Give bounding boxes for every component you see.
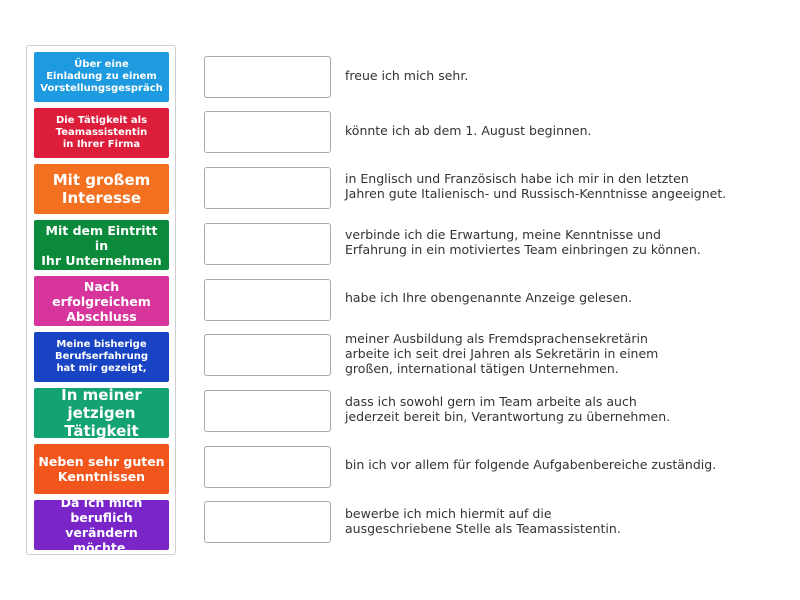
- sentence-ending-9: bewerbe ich mich hiermit auf die ausgeschriebene Stelle als Teamassistentin.: [345, 506, 621, 536]
- tile-label: Mit dem Eintritt in Ihr Unternehmen: [41, 222, 162, 268]
- tile-einladung[interactable]: [34, 52, 169, 102]
- drop-box-2[interactable]: [204, 111, 331, 153]
- sentence-ending-4: verbinde ich die Erwartung, meine Kenntnisse und Erfahrung in ein motiviertes Team einbringen zu können.: [345, 227, 701, 257]
- drop-box-5[interactable]: [204, 279, 331, 321]
- sentence-ending-7: dass ich sowohl gern im Team arbeite als auch jederzeit bereit bin, Verantwortung zu übernehmen.: [345, 394, 671, 424]
- tile-label: Meine bisherige Berufserfahrung hat mir gezeigt,: [54, 339, 149, 374]
- tile-label: Über eine Einladung zu einem Vorstellungsgespräch: [40, 59, 163, 94]
- tile-mit-grossem-interesse[interactable]: [34, 164, 169, 214]
- drop-box-1[interactable]: [204, 56, 331, 98]
- tile-mit-dem-eintritt[interactable]: [34, 220, 169, 270]
- tile-taetigkeit-teamassistentin[interactable]: [34, 108, 169, 158]
- drop-box-6[interactable]: [204, 334, 331, 376]
- tile-bisherige-berufserfahrung[interactable]: [34, 332, 169, 382]
- tile-label: Nach erfolgreichem Abschluss: [52, 278, 151, 324]
- drop-box-9[interactable]: [204, 501, 331, 543]
- sentence-ending-8: bin ich vor allem für folgende Aufgabenbereiche zuständig.: [345, 457, 717, 472]
- tile-label: Die Tätigkeit als Teamassistentin in Ihrer Firma: [55, 115, 148, 150]
- tile-label: Mit großem Interesse: [52, 171, 151, 207]
- drop-box-7[interactable]: [204, 390, 331, 432]
- tile-panel: [26, 45, 176, 555]
- tile-label: Da ich mich beruflich verändern möchte,: [60, 495, 143, 555]
- drop-box-4[interactable]: [204, 223, 331, 265]
- tile-label: In meiner jetzigen Tätigkeit: [61, 386, 142, 440]
- sentence-ending-2: könnte ich ab dem 1. August beginnen.: [345, 123, 592, 138]
- sentence-ending-3: in Englisch und Französisch habe ich mir in den letzten Jahren gute Italienisch- und Russisch-Kenntnisse angeeignet.: [345, 171, 727, 201]
- tile-nach-erfolgreichem-abschluss[interactable]: [34, 276, 169, 326]
- drop-box-8[interactable]: [204, 446, 331, 488]
- sentence-ending-1: freue ich mich sehr.: [345, 68, 469, 83]
- tile-label: Neben sehr guten Kenntnissen: [38, 454, 165, 484]
- tile-beruflich-veraendern[interactable]: [34, 495, 169, 555]
- sentence-ending-6: meiner Ausbildung als Fremdsprachensekretärin arbeite ich seit drei Jahren als Sekretärin in einem großen, international tätigen Unternehmen.: [345, 331, 659, 376]
- sentence-ending-5: habe ich Ihre obengenannte Anzeige gelesen.: [345, 290, 633, 305]
- drop-box-3[interactable]: [204, 167, 331, 209]
- tile-jetzige-taetigkeit[interactable]: [34, 388, 169, 438]
- tile-neben-sehr-guten-kenntnissen[interactable]: [34, 444, 169, 494]
